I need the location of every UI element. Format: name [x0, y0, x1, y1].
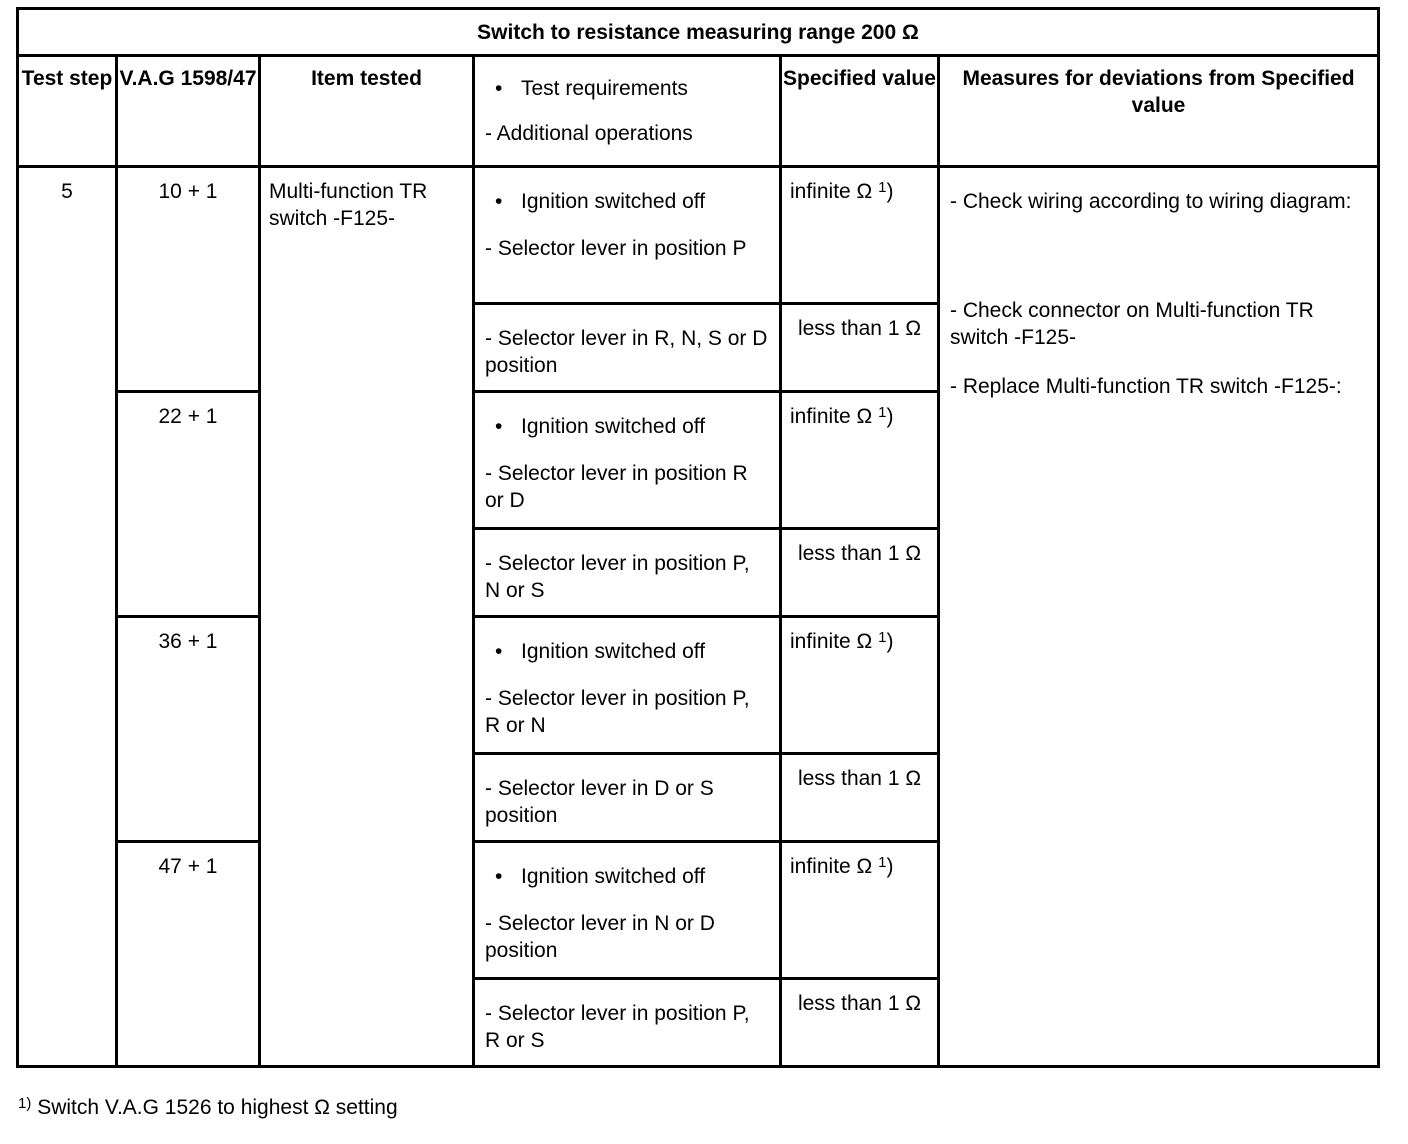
title-row — [18, 9, 1379, 56]
specified-value-text: infinite Ω — [790, 855, 873, 878]
measure-item: - Check wiring according to wiring diagram: — [950, 190, 1352, 213]
specified-value-cell — [781, 392, 939, 529]
header-test-step: Test step — [18, 56, 117, 167]
specified-value-cell — [781, 979, 939, 1067]
table-row — [18, 167, 1379, 304]
bullet-icon: • — [495, 865, 503, 888]
measure-item: - Replace Multi-function TR switch -F125-: — [950, 375, 1342, 398]
footnote-ref-paren: ) — [886, 855, 894, 878]
test-step-cell: 5 — [18, 167, 117, 1067]
header-measures: Measures for deviations from Specified value — [939, 56, 1379, 167]
vag-cell: 47 + 1 — [117, 842, 260, 1067]
specified-value-cell — [781, 529, 939, 617]
requirements-cell — [474, 392, 781, 529]
requirements-cell — [474, 754, 781, 842]
footnote-ref-paren: ) — [886, 405, 894, 428]
additional-operation-text: - Selector lever in position P, R or N — [485, 687, 750, 737]
requirements-cell — [474, 167, 781, 304]
test-requirement-text: Ignition switched off — [521, 640, 706, 663]
requirements-cell — [474, 304, 781, 392]
measure-item: - Check connector on Multi-function TR switch -F125- — [950, 299, 1314, 349]
specified-value-text: infinite Ω — [790, 405, 873, 428]
table-body — [18, 167, 1379, 1067]
vag-cell: 22 + 1 — [117, 392, 260, 617]
footnote-ref: 1 — [878, 629, 887, 646]
item-tested-cell: Multi-function TR switch -F125- — [260, 167, 474, 1067]
test-table-document — [16, 7, 1377, 1067]
requirements-cell — [474, 529, 781, 617]
header-row — [18, 56, 1379, 167]
specified-value-text: less than 1 Ω — [797, 542, 922, 565]
specified-value-cell — [781, 754, 939, 842]
specified-value-cell — [781, 842, 939, 979]
footnote-marker: 1) — [18, 1095, 32, 1112]
bullet-icon: • — [495, 77, 503, 100]
additional-operation-text: - Selector lever in R, N, S or D position — [485, 327, 768, 377]
header-additional-operations: - Additional operations — [485, 122, 693, 145]
requirements-cell — [474, 979, 781, 1067]
test-table — [16, 7, 1380, 1068]
specified-value-cell — [781, 617, 939, 754]
test-requirement-text: Ignition switched off — [521, 415, 706, 438]
test-requirement-text: Ignition switched off — [521, 865, 706, 888]
footnote-ref-paren: ) — [886, 180, 894, 203]
footnote-ref-paren: ) — [886, 630, 894, 653]
specified-value-text: infinite Ω — [790, 630, 873, 653]
footnote — [18, 1096, 398, 1120]
specified-value-text: less than 1 Ω — [797, 992, 922, 1015]
specified-value-text: infinite Ω — [790, 180, 873, 203]
additional-operation-text: - Selector lever in position R or D — [485, 462, 748, 512]
bullet-icon: • — [495, 190, 503, 213]
additional-operation-text: - Selector lever in N or D position — [485, 912, 715, 962]
test-requirement-text: Ignition switched off — [521, 190, 706, 213]
additional-operation-text: - Selector lever in position P — [485, 237, 747, 260]
specified-value-cell — [781, 304, 939, 392]
bullet-icon: • — [495, 640, 503, 663]
bullet-icon: • — [495, 415, 503, 438]
header-test-requirements — [474, 56, 781, 167]
footnote-text: Switch V.A.G 1526 to highest Ω setting — [37, 1096, 398, 1119]
header-vag: V.A.G 1598/47 — [117, 56, 260, 167]
additional-operation-text: - Selector lever in position P, N or S — [485, 552, 750, 602]
header-item-tested: Item tested — [260, 56, 474, 167]
header-specified-value: Specified value — [781, 56, 939, 167]
requirements-cell — [474, 842, 781, 979]
header-test-requirements-text: Test requirements — [521, 77, 688, 100]
specified-value-cell — [781, 167, 939, 304]
specified-value-text: less than 1 Ω — [797, 767, 922, 790]
vag-cell: 36 + 1 — [117, 617, 260, 842]
requirements-cell — [474, 617, 781, 754]
additional-operation-text: - Selector lever in D or S position — [485, 777, 714, 827]
specified-value-text: less than 1 Ω — [797, 317, 922, 340]
measures-cell — [939, 167, 1379, 1067]
additional-operation-text: - Selector lever in position P, R or S — [485, 1002, 750, 1052]
footnote-ref: 1 — [878, 404, 887, 421]
footnote-ref: 1 — [878, 854, 887, 871]
vag-cell: 10 + 1 — [117, 167, 260, 392]
table-title: Switch to resistance measuring range 200 Ω — [18, 9, 1379, 56]
footnote-ref: 1 — [878, 179, 887, 196]
